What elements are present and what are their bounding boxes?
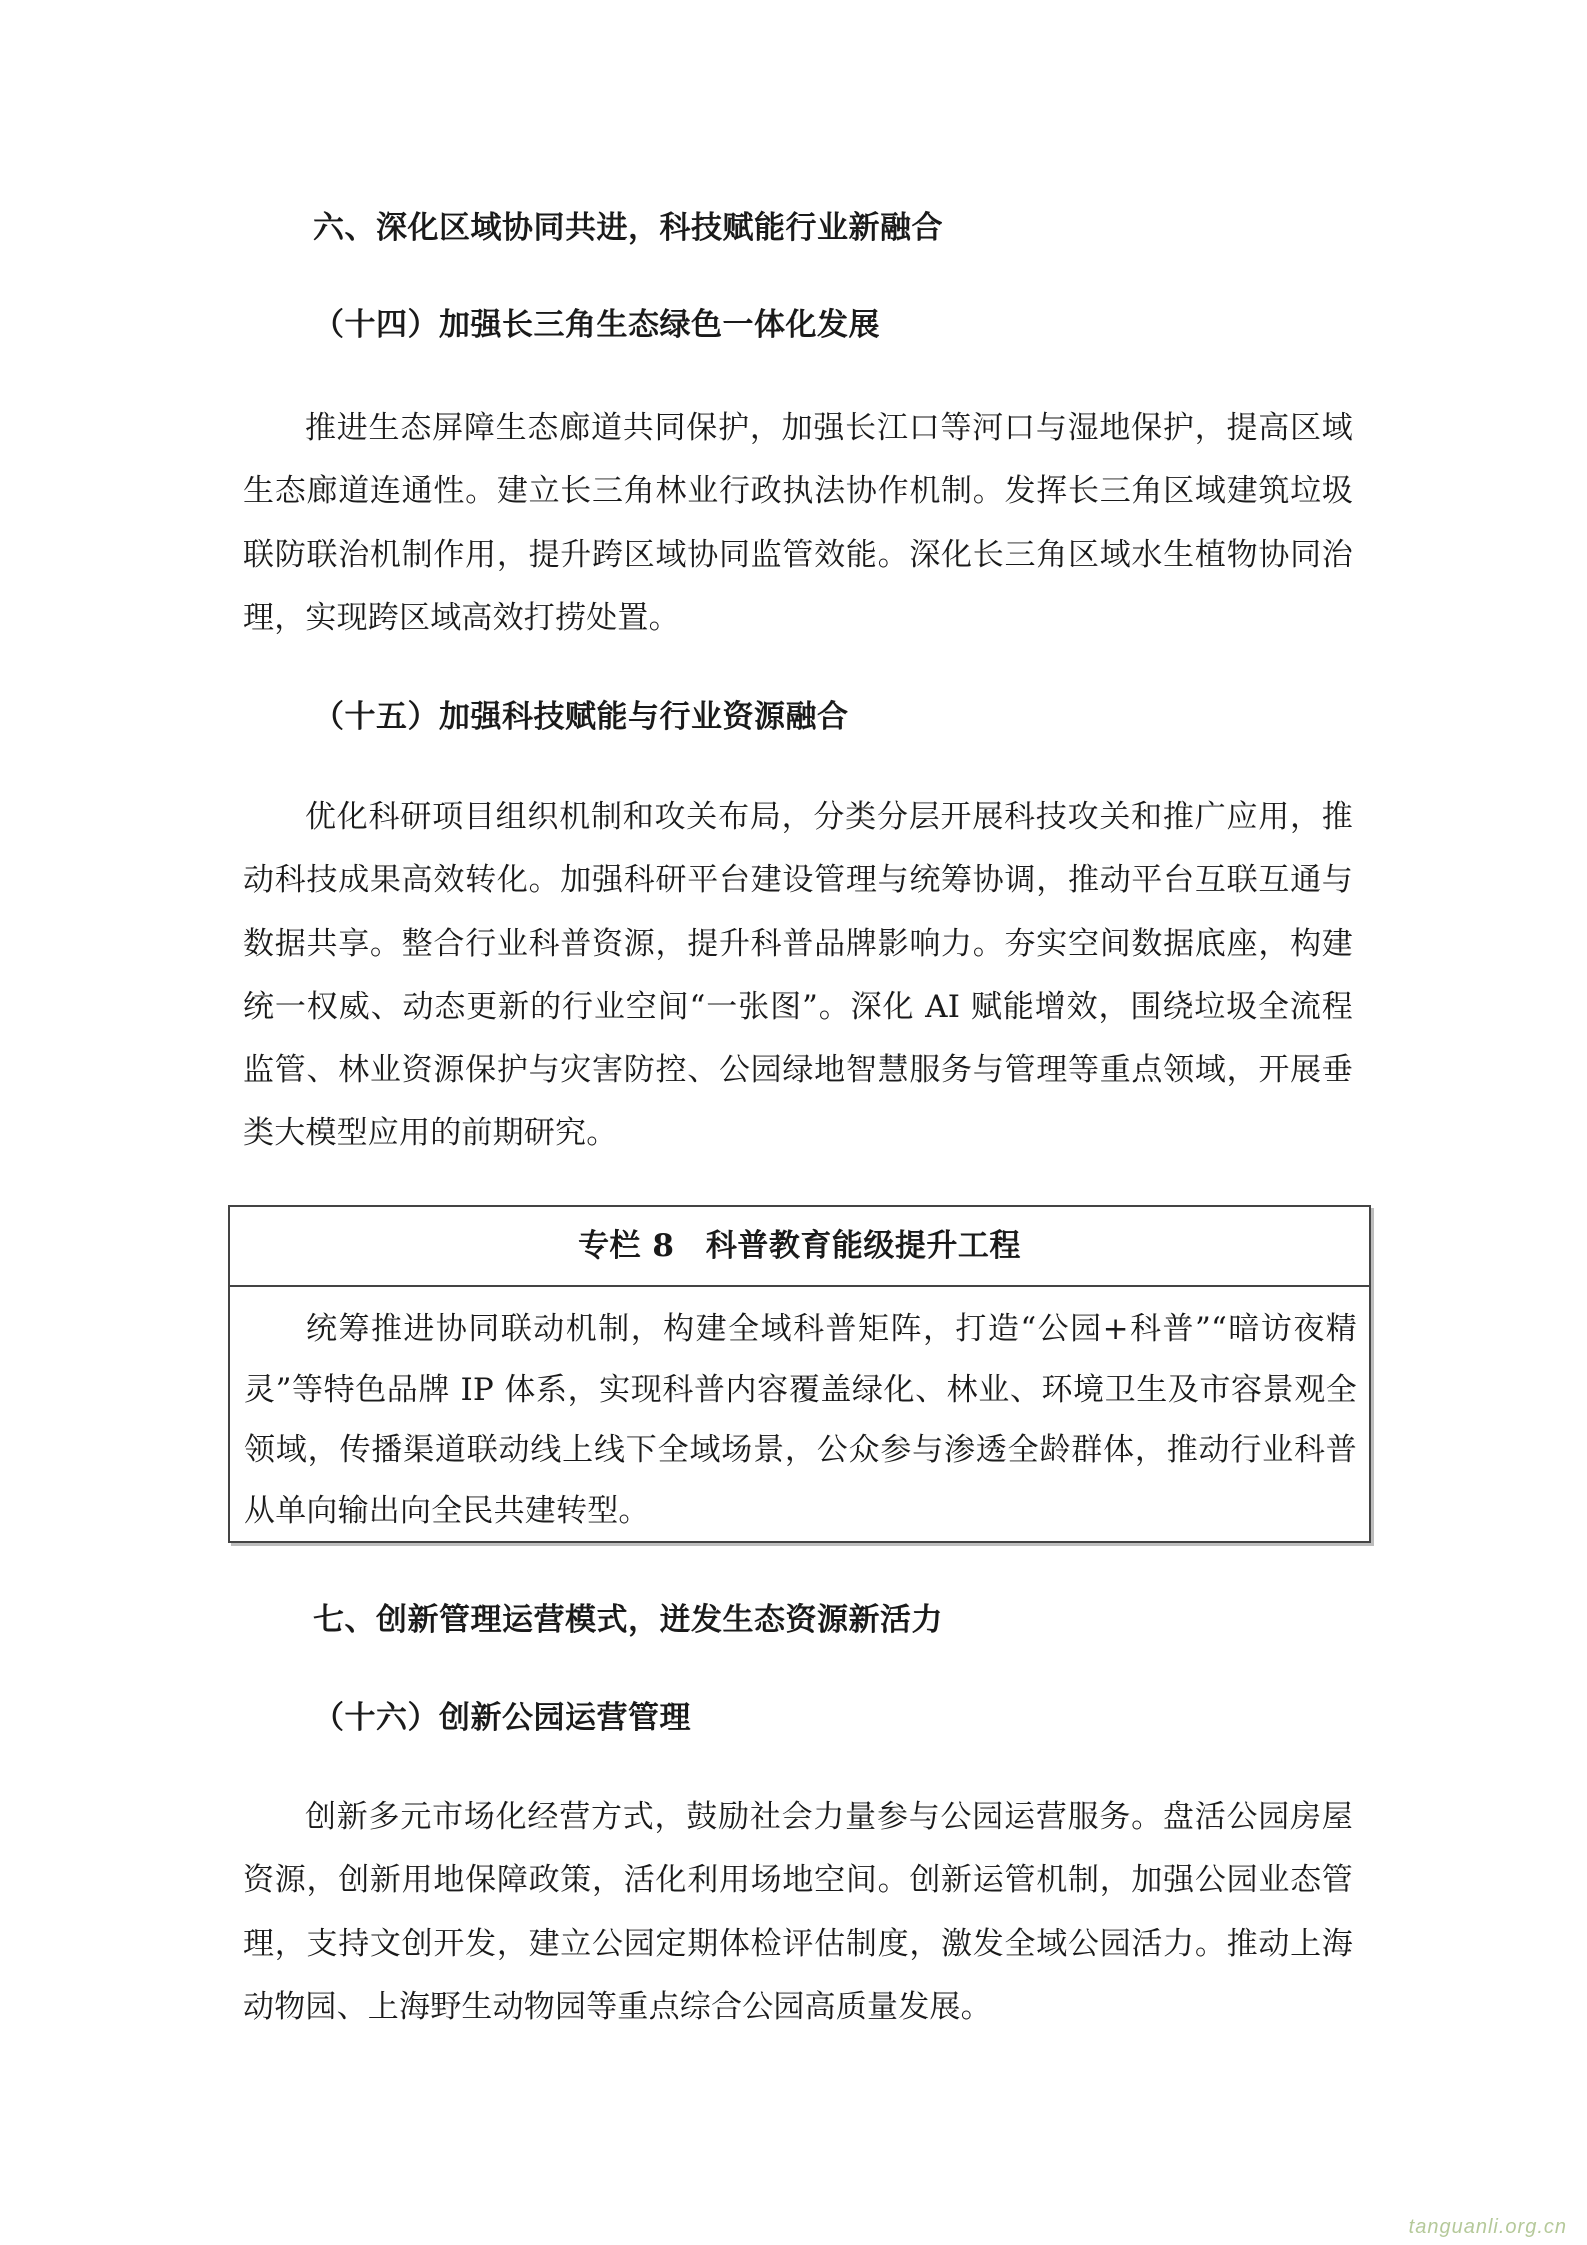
section-6-heading: 六、深化区域协同共进，科技赋能行业新融合 — [313, 210, 943, 246]
subsection-16-paragraph: 创新多元市场化经营方式，鼓励社会力量参与公园运营服务。盘活公园房屋资源，创新用地保障政策，活化利用场地空间。创新运管机制，加强公园业态管理，支持文创开发，建立公园定期体检评估制度，激发全域公园活力。推动上海动物园、上海野生动物园等重点综合公园高质量发展。 — [243, 1799, 1353, 2025]
subsection-14-heading: （十四）加强长三角生态绿色一体化发展 — [313, 307, 880, 343]
feature-box-body: 统筹推进协同联动机制，构建全域科普矩阵，打造“公园+科普”“暗访夜精灵”等特色品牌 IP 体系，实现科普内容覆盖绿化、林业、环境卫生及市容景观全领域，传播渠道联动线上线下全域场景，公众参与渗透全龄群体，推动行业科普从单向输出向全民共建转型。 — [244, 1311, 1357, 1529]
watermark: tanguanli.org.cn — [1408, 2216, 1567, 2238]
subsection-15-heading: （十五）加强科技赋能与行业资源融合 — [313, 699, 849, 735]
section-7-heading: 七、创新管理运营模式，迸发生态资源新活力 — [313, 1602, 943, 1638]
feature-box — [228, 1205, 1371, 1543]
subsection-14-paragraph: 推进生态屏障生态廊道共同保护，加强长江口等河口与湿地保护，提高区域生态廊道连通性。建立长三角林业行政执法协作机制。发挥长三角区域建筑垃圾联防联治机制作用，提升跨区域协同监管效能。深化长三角区域水生植物协同治理，实现跨区域高效打捞处置。 — [243, 410, 1353, 636]
subsection-15-paragraph: 优化科研项目组织机制和攻关布局，分类分层开展科技攻关和推广应用，推动科技成果高效转化。加强科研平台建设管理与统筹协调，推动平台互联互通与数据共享。整合行业科普资源，提升科普品牌影响力。夯实空间数据底座，构建统一权威、动态更新的行业空间“一张图”。深化 AI 赋能增效，围绕垃圾全流程监管、林业资源保护与灾害防控、公园绿地智慧服务与管理等重点领域，开展垂类大模型应用的前期研究。 — [243, 799, 1353, 1152]
subsection-16-heading: （十六）创新公园运营管理 — [313, 1700, 691, 1736]
feature-box-title: 专栏 8 科普教育能级提升工程 — [230, 1207, 1369, 1287]
